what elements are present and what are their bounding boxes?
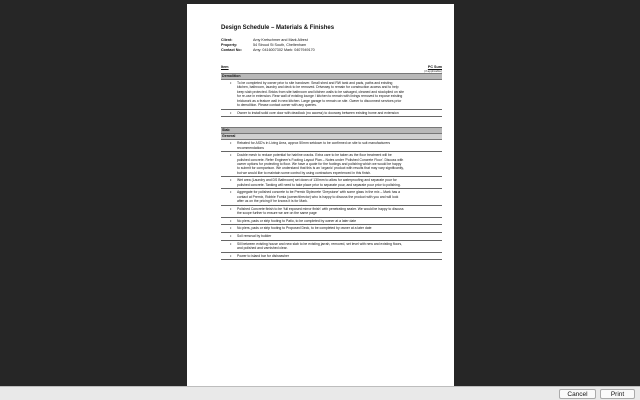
subsection-general: General: [221, 134, 442, 140]
list-item: • Wet area (Laundry and DS Bathroom) set down of 130mm to allow for waterproofing and separate pour for polished concrete. Tanking will need to take place prior to separate pour, and separate pour prior to polishing.: [221, 177, 442, 189]
contact-label: Contact No:: [221, 48, 242, 52]
client-label: Client:: [221, 38, 233, 42]
slab-list: [221, 140, 442, 260]
demolition-list: [221, 80, 442, 117]
bullet-icon: •: [230, 225, 232, 231]
section-spacer: [221, 117, 442, 127]
client-info: [221, 38, 442, 53]
bullet-icon: •: [230, 140, 232, 146]
cancel-button[interactable]: Cancel: [559, 389, 596, 399]
document-page: [187, 4, 454, 386]
section-demolition: Demolition: [221, 73, 442, 80]
bullet-icon: •: [230, 240, 232, 246]
list-item: • Owner to install solid core door with deadlock (no access) to doorway between existing home and extension: [221, 110, 442, 118]
list-item: • Power to island bar for dishwasher: [221, 253, 442, 261]
section-slab: Slab: [221, 127, 442, 134]
column-pc-header: PC Sum: [427, 65, 442, 69]
bullet-icon: •: [230, 189, 232, 195]
list-item: • Polished Concrete finish to be 'full exposed mirror finish' with penetrating sealer. We would be happy to discuss the scope further to ensure we are on the same page: [221, 206, 442, 218]
bullet-icon: •: [230, 205, 232, 211]
list-item: • No piers, pads or strip footing to Proposed Deck, to be completed by owner at a later date: [221, 225, 442, 233]
client-value: Amy Kretschmer and Mark Allrest: [253, 38, 308, 42]
list-item: • Soil removal by builder: [221, 233, 442, 241]
list-item: • Sill between existing house and new slab to be existing jarrah, removed, set level with new and existing floors, and polished and varnished clear.: [221, 241, 442, 253]
bullet-icon: •: [230, 217, 232, 223]
list-item: • Rebated for ASD's in Living Area, approx 50mm setdown to be confirmed on site to suit manufacturers recommendations: [221, 140, 442, 152]
bullet-icon: •: [230, 252, 232, 258]
document-title: Design Schedule – Materials & Finishes: [221, 25, 335, 31]
list-item: • Double mesh to reduce potential for hairline cracks. Extra care to be taken as the floor treatment will be polished concrete. Refer Engineer's Footing Layout Plan – Notes under 'Polished Concrete Floor'. Discuss with owner options for protecting to floor. We have a quote for the footings and polishing which we would be happy to submit for comparison. We understand that this is an 'organic' product with results that may vary significantly, but we would like to maintain some control by using contractors experienced in this finish.: [221, 152, 442, 177]
list-item: • To be completed by owner prior to site handover. Small shed and RW tank and pads, paths and existing kitchen, bathroom, laundry and deck to be removed. Driveway to remain for construction access and to help keep slab protected. Bricks from site bathroom and kitchen walls to be salvaged, cleaned and stockpiled on site for re-use in extension. Rear wall of existing lounge / kitchen to remain with linings removed to expose existing brickwork as a feature wall in new kitchen. Large garage to remain on site. Owner to disconnect services prior to demolition. Please contact owner with any queries.: [221, 80, 442, 110]
print-dialog-footer: [0, 386, 640, 400]
contact-row: [221, 48, 442, 53]
property-label: Property:: [221, 43, 238, 47]
print-button[interactable]: Print: [600, 389, 635, 399]
list-item: • No piers, pads or strip footing to Patio, to be completed by owner at a later date: [221, 218, 442, 226]
property-value: 54 Stroud St South, Cheltenham: [253, 43, 307, 47]
list-item: • Aggregate for polished concrete to be Premix Stylecrete 'Greystone' with some glass in the mix – Mark has a contact at Premix, Robbie Fomia (owner/director) who is happy to discuss the product with you and will look after us on the pricing if he knows it is for Mark.: [221, 189, 442, 205]
bullet-icon: •: [230, 233, 232, 239]
bullet-icon: •: [230, 109, 232, 115]
contact-value: Amy: 0416007302 Mark: 0407949170: [253, 48, 315, 52]
bullet-icon: •: [230, 152, 232, 158]
column-item-header: Item: [221, 65, 229, 69]
bullet-icon: •: [230, 177, 232, 183]
bullet-icon: •: [230, 80, 232, 85]
column-pc-subheader: (if applicable): [424, 69, 442, 73]
